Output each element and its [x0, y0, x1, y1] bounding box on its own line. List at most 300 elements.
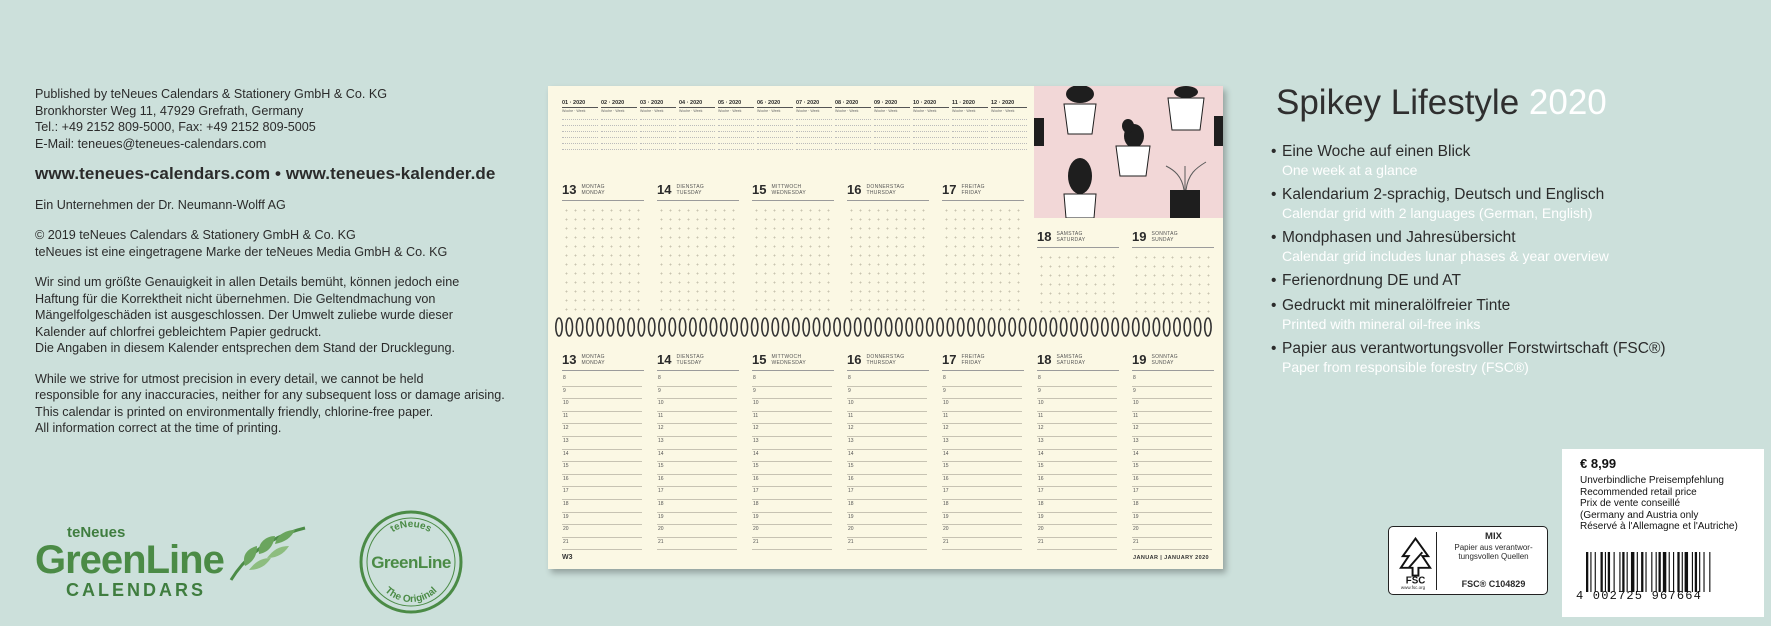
day-name-de: SONNTAG	[1151, 353, 1178, 360]
day-underline	[752, 370, 834, 371]
mini-month-sub: Woche · Week	[562, 109, 586, 113]
day-number: 14	[657, 182, 672, 197]
company-line: Ein Unternehmen der Dr. Neumann-Wolff AG	[35, 197, 286, 212]
feature-en: Printed with mineral oil-free inks	[1282, 316, 1481, 332]
mini-month-row	[640, 133, 676, 138]
mini-month-row	[796, 139, 832, 144]
mini-month-row	[952, 133, 988, 138]
feature-de: • Gedruckt mit mineralölfreier Tinte	[1271, 296, 1751, 315]
barcode-bar	[1590, 552, 1591, 592]
mini-month-row	[562, 121, 598, 126]
fsc-logo-text: FSC	[1405, 575, 1426, 587]
day-name-en: SUNDAY	[1151, 359, 1174, 366]
feature-item	[1271, 271, 1751, 290]
mini-month-title: 09 · 2020	[874, 100, 910, 108]
hour-row: 14	[1132, 450, 1212, 463]
title-year: 2020	[1528, 83, 1607, 122]
mini-month-row	[796, 127, 832, 132]
feature-item	[1271, 185, 1751, 222]
day-name	[771, 184, 806, 196]
hour-row: 15	[942, 462, 1022, 475]
mini-month	[874, 100, 910, 160]
feature-list	[1271, 142, 1751, 382]
hour-row: 11	[1132, 412, 1212, 425]
mini-month	[601, 100, 637, 160]
hour-row: 18	[1132, 500, 1212, 513]
mini-month-sub: Woche · Week	[679, 109, 703, 113]
hour-row: 9	[1132, 387, 1212, 400]
day-header	[942, 182, 985, 197]
day-header	[562, 352, 605, 367]
feature-de: • Papier aus verantwortungsvoller Forstwirtschaft (FSC®)	[1271, 339, 1751, 358]
disclaimer-en-line: While we strive for utmost precision in every detail, we cannot be held	[35, 371, 424, 386]
hour-row: 16	[657, 475, 737, 488]
day-underline	[847, 370, 929, 371]
hour-row: 19	[752, 513, 832, 526]
feature-de: • Kalendarium 2-sprachig, Deutsch und Englisch	[1271, 185, 1751, 204]
barcode-bar	[1685, 552, 1688, 592]
hour-row: 21	[657, 538, 737, 551]
calendar-preview	[548, 86, 1223, 569]
mini-month-row	[913, 145, 949, 150]
barcode-bar	[1601, 552, 1603, 592]
barcode-bar	[1709, 552, 1710, 592]
day-header	[847, 352, 904, 367]
mini-month-title: 03 · 2020	[640, 100, 676, 108]
feature-item	[1271, 339, 1751, 376]
barcode-bar	[1614, 552, 1615, 592]
mini-month-rows	[718, 115, 754, 150]
day-name-en: TUESDAY	[676, 359, 702, 366]
ean-number: 4 002725 967664	[1576, 589, 1703, 603]
day-number: 19	[1132, 352, 1147, 367]
mini-month-row	[679, 127, 715, 132]
day-header	[562, 182, 605, 197]
mini-month-row	[796, 145, 832, 150]
feature-de: • Eine Woche auf einen Blick	[1271, 142, 1751, 161]
mini-month	[679, 100, 715, 160]
mini-month-row	[757, 145, 793, 150]
hour-row: 21	[562, 538, 642, 551]
day-name	[1151, 354, 1177, 366]
mini-month-row	[601, 139, 637, 144]
mini-month-row	[562, 145, 598, 150]
hour-row: 16	[1132, 475, 1212, 488]
mini-month-row	[874, 127, 910, 132]
seal-bottom-text: The Original	[382, 585, 440, 606]
feature-en: Calendar grid includes lunar phases & year overview	[1282, 248, 1609, 264]
hour-row: 9	[1037, 387, 1117, 400]
mini-month-title: 06 · 2020	[757, 100, 793, 108]
hour-row: 21	[752, 538, 832, 551]
mini-month-row	[757, 133, 793, 138]
hour-row: 12	[562, 424, 642, 437]
day-name-de: SAMSTAG	[1056, 230, 1083, 237]
hour-row: 21	[942, 538, 1022, 551]
barcode-bar	[1645, 552, 1646, 592]
day-number: 18	[1037, 352, 1052, 367]
mini-month	[796, 100, 832, 160]
feature-item	[1271, 228, 1751, 265]
disclaimer-de-line: Mängelfolgeschäden ist ausgeschlossen. Der Umwelt zuliebe wurde dieser	[35, 308, 453, 322]
hour-row: 12	[657, 424, 737, 437]
barcode-bar	[1608, 552, 1610, 592]
copyright-block	[35, 227, 505, 260]
day-header	[1132, 229, 1178, 244]
day-header	[847, 182, 904, 197]
mini-month	[835, 100, 871, 160]
mini-month-rows	[601, 115, 637, 150]
day-name-en: WEDNESDAY	[771, 359, 807, 366]
hour-row: 9	[657, 387, 737, 400]
hour-row: 12	[752, 424, 832, 437]
mini-month-title: 05 · 2020	[718, 100, 754, 108]
day-name-en: MONDAY	[581, 359, 605, 366]
hour-row: 8	[1132, 374, 1212, 387]
mini-month-row	[913, 121, 949, 126]
day-number: 16	[847, 352, 862, 367]
mini-month-row	[679, 133, 715, 138]
hour-row: 17	[752, 487, 832, 500]
mini-month-row	[952, 115, 988, 120]
hour-column	[1132, 374, 1212, 550]
barcode	[1576, 552, 1751, 602]
hour-row: 8	[847, 374, 927, 387]
mini-month-row	[679, 121, 715, 126]
mini-month-row	[796, 133, 832, 138]
mini-month-row	[757, 121, 793, 126]
barcode-bar	[1695, 552, 1697, 592]
day-header	[657, 182, 704, 197]
price-tag	[1562, 449, 1764, 617]
mini-month-sub: Woche · Week	[601, 109, 625, 113]
mini-month-row	[757, 127, 793, 132]
mini-month-row	[952, 145, 988, 150]
hour-row: 16	[1037, 475, 1117, 488]
barcode-bar	[1703, 552, 1704, 592]
websites: www.teneues-calendars.com • www.teneues-kalender.de	[35, 164, 496, 183]
day-name-en: SUNDAY	[1151, 236, 1174, 243]
barcode-bar	[1656, 552, 1657, 592]
hour-row: 20	[1037, 525, 1117, 538]
day-name-en: THURSDAY	[866, 359, 896, 366]
hour-row: 13	[847, 437, 927, 450]
mini-month-rows	[796, 115, 832, 150]
hour-row: 12	[1132, 424, 1212, 437]
hour-row: 14	[1037, 450, 1117, 463]
price-info-line: Réservé à l'Allemagne et l'Autriche)	[1580, 521, 1738, 532]
barcode-bar	[1699, 552, 1700, 592]
day-name-de: DIENSTAG	[676, 183, 705, 190]
hour-row: 13	[752, 437, 832, 450]
hour-row: 10	[657, 399, 737, 412]
hour-column	[562, 374, 642, 550]
mini-month-row	[835, 139, 871, 144]
mini-month	[991, 100, 1027, 160]
mini-month-row	[952, 139, 988, 144]
mini-month-rows	[952, 115, 988, 150]
feature-item	[1271, 296, 1751, 333]
hour-row: 8	[1037, 374, 1117, 387]
day-header	[1132, 352, 1178, 367]
day-number: 17	[942, 352, 957, 367]
day-name-de: DONNERSTAG	[866, 183, 905, 190]
hour-row: 10	[752, 399, 832, 412]
price-amount: € 8,99	[1580, 456, 1617, 471]
hour-row: 15	[1037, 462, 1117, 475]
day-header	[657, 352, 704, 367]
hour-row: 17	[942, 487, 1022, 500]
mini-month-sub: Woche · Week	[952, 109, 976, 113]
mini-month-row	[991, 121, 1027, 126]
disclaimer-en-line: All information correct at the time of printing.	[35, 421, 282, 435]
mini-month-rows	[562, 115, 598, 150]
day-name	[771, 354, 806, 366]
barcode-bar	[1641, 552, 1643, 592]
mini-month-row	[835, 127, 871, 132]
mini-month-row	[874, 139, 910, 144]
disclaimer-de-line: Wir sind um größte Genauigkeit in allen Details bemüht, können jedoch eine	[35, 275, 460, 289]
hour-column	[847, 374, 927, 550]
day-number: 18	[1037, 229, 1052, 244]
mini-month-rows	[679, 115, 715, 150]
mini-month-row	[913, 127, 949, 132]
greenline-seal	[358, 509, 464, 615]
hour-row: 13	[1132, 437, 1212, 450]
barcode-bar	[1651, 552, 1652, 592]
mini-month	[562, 100, 598, 160]
day-underline	[562, 200, 644, 201]
day-number: 17	[942, 182, 957, 197]
day-name	[961, 184, 984, 196]
hour-row: 18	[1037, 500, 1117, 513]
mini-month-row	[913, 139, 949, 144]
mini-month-row	[601, 115, 637, 120]
price-info-line: Unverbindliche Preisempfehlung	[1580, 475, 1724, 486]
copyright-line: © 2019 teNeues Calendars & Stationery GmbH & Co. KG	[35, 228, 356, 242]
hour-row: 11	[847, 412, 927, 425]
day-underline	[752, 200, 834, 201]
mini-month	[640, 100, 676, 160]
hour-row: 20	[1132, 525, 1212, 538]
greenline-word: GreenLine	[35, 538, 224, 582]
hour-row: 14	[752, 450, 832, 463]
barcode-bar	[1682, 552, 1683, 592]
day-name-de: MITTWOCH	[771, 353, 802, 360]
mini-month-rows	[913, 115, 949, 150]
mini-month-row	[835, 115, 871, 120]
feature-de: • Ferienordnung DE und AT	[1271, 271, 1751, 290]
feature-item	[1271, 142, 1751, 179]
hour-row: 18	[562, 500, 642, 513]
hour-row: 20	[657, 525, 737, 538]
product-title	[1276, 83, 1607, 123]
title-text: Spikey Lifestyle	[1276, 83, 1520, 122]
feature-de: • Mondphasen und Jahresübersicht	[1271, 228, 1751, 247]
disclaimer-en-line: responsible for any inaccuracies, neither for any subsequent loss or damage arising.	[35, 388, 505, 402]
mini-month-row	[835, 121, 871, 126]
day-number: 15	[752, 352, 767, 367]
calendars-word: CALENDARS	[66, 580, 207, 600]
hour-row: 8	[752, 374, 832, 387]
day-name-en: THURSDAY	[866, 189, 896, 196]
hour-row: 11	[752, 412, 832, 425]
mini-month-row	[640, 115, 676, 120]
hour-row: 15	[657, 462, 737, 475]
hour-column	[1037, 374, 1117, 550]
hour-row: 9	[942, 387, 1022, 400]
mini-month-row	[874, 121, 910, 126]
day-name-de: FREITAG	[961, 353, 985, 360]
day-name-de: DIENSTAG	[676, 353, 705, 360]
hour-column	[657, 374, 737, 550]
mini-month-row	[913, 115, 949, 120]
mini-month	[952, 100, 988, 160]
day-name	[1056, 231, 1085, 243]
hour-row: 19	[1037, 513, 1117, 526]
hour-row: 14	[847, 450, 927, 463]
hour-row: 17	[1132, 487, 1212, 500]
mini-month-row	[718, 127, 754, 132]
mini-month-row	[640, 121, 676, 126]
mini-month-row	[757, 115, 793, 120]
hour-row: 10	[847, 399, 927, 412]
barcode-bar	[1637, 552, 1638, 592]
feature-en: Paper from responsible forestry (FSC®)	[1282, 359, 1529, 375]
year-overview	[562, 100, 1032, 160]
hour-row: 18	[847, 500, 927, 513]
hour-row: 20	[562, 525, 642, 538]
fsc-code: FSC® C104829	[1461, 579, 1526, 589]
email-line: E-Mail: teneues@teneues-calendars.com	[35, 136, 267, 151]
mini-month-row	[562, 127, 598, 132]
fsc-url: www.fsc.org	[1400, 585, 1426, 590]
day-name	[866, 184, 904, 196]
mini-month-row	[874, 145, 910, 150]
disclaimer-de-line: Haftung für die Korrektheit nicht übernehmen. Die Geltendmachung von	[35, 291, 436, 306]
mini-month-title: 12 · 2020	[991, 100, 1027, 108]
mini-month-sub: Woche · Week	[991, 109, 1015, 113]
hour-row: 14	[942, 450, 1022, 463]
mini-month	[718, 100, 754, 160]
day-header	[752, 352, 806, 367]
barcode-bar	[1677, 552, 1679, 592]
hour-row: 8	[657, 374, 737, 387]
hour-row: 12	[1037, 424, 1117, 437]
mini-month-row	[562, 115, 598, 120]
hour-row: 18	[657, 500, 737, 513]
mini-month-row	[679, 145, 715, 150]
mini-month-row	[913, 133, 949, 138]
day-header	[1037, 352, 1085, 367]
day-name	[581, 184, 604, 196]
hour-row: 17	[562, 487, 642, 500]
day-name-en: SATURDAY	[1056, 359, 1086, 366]
hour-row: 10	[562, 399, 642, 412]
mini-month-title: 02 · 2020	[601, 100, 637, 108]
day-name-en: FRIDAY	[961, 189, 982, 196]
hour-row: 8	[562, 374, 642, 387]
mini-month-row	[952, 127, 988, 132]
hour-row: 16	[847, 475, 927, 488]
imprint-block	[35, 86, 505, 451]
disclaimer-en	[35, 371, 505, 437]
day-underline	[942, 200, 1024, 201]
mini-month-row	[718, 139, 754, 144]
svg-text:The Original	[383, 585, 440, 605]
calendar-top-sheet	[548, 86, 1223, 322]
publisher-line: Published by teNeues Calendars & Stationery GmbH & Co. KG	[35, 87, 388, 101]
day-number: 15	[752, 182, 767, 197]
day-underline	[562, 370, 644, 371]
mini-month-row	[796, 115, 832, 120]
mini-month-rows	[874, 115, 910, 150]
hour-column	[752, 374, 832, 550]
mini-month-row	[562, 133, 598, 138]
dot-grid	[562, 206, 644, 316]
day-name-en: FRIDAY	[961, 359, 982, 366]
hour-row: 9	[562, 387, 642, 400]
price-info-line: Prix de vente conseillé	[1580, 498, 1681, 509]
feature-en: Calendar grid with 2 languages (German, English)	[1282, 205, 1593, 221]
mini-month-row	[874, 115, 910, 120]
day-underline	[657, 370, 739, 371]
fsc-mix: MIX	[1485, 531, 1502, 542]
hour-row: 16	[562, 475, 642, 488]
hour-row: 11	[562, 412, 642, 425]
price-info-line: (Germany and Austria only	[1580, 509, 1699, 521]
barcode-bar	[1673, 552, 1674, 592]
publisher-info	[35, 86, 505, 152]
barcode-bar	[1692, 552, 1693, 592]
mini-month	[757, 100, 793, 160]
day-name	[676, 184, 704, 196]
hour-row: 10	[942, 399, 1022, 412]
mini-month-sub: Woche · Week	[718, 109, 742, 113]
mini-month-row	[640, 139, 676, 144]
hour-row: 18	[942, 500, 1022, 513]
mini-month-rows	[640, 115, 676, 150]
day-number: 19	[1132, 229, 1147, 244]
mini-month-sub: Woche · Week	[757, 109, 781, 113]
hour-row: 15	[752, 462, 832, 475]
day-name-de: MONTAG	[581, 353, 605, 360]
mini-month-title: 10 · 2020	[913, 100, 949, 108]
mini-month-row	[718, 115, 754, 120]
disclaimer-de	[35, 274, 505, 357]
day-name-de: MONTAG	[581, 183, 605, 190]
day-name-de: SONNTAG	[1151, 230, 1178, 237]
day-name	[866, 354, 904, 366]
mini-month-row	[835, 133, 871, 138]
mini-month-rows	[991, 115, 1027, 150]
mini-month-row	[991, 133, 1027, 138]
mini-month-row	[796, 121, 832, 126]
hour-row: 10	[1037, 399, 1117, 412]
mini-month-row	[640, 145, 676, 150]
disclaimer-de-line: Die Angaben in diesem Kalender entsprechen dem Stand der Drucklegung.	[35, 341, 456, 355]
fsc-description	[1441, 543, 1546, 561]
mini-month	[913, 100, 949, 160]
day-underline	[1132, 370, 1214, 371]
hour-row: 12	[847, 424, 927, 437]
mini-month-row	[562, 139, 598, 144]
barcode-bars	[1586, 552, 1746, 592]
fsc-desc-line: Papier aus verantwor-	[1454, 543, 1533, 552]
hour-row: 21	[847, 538, 927, 551]
day-underline	[1037, 370, 1119, 371]
hour-row: 18	[752, 500, 832, 513]
